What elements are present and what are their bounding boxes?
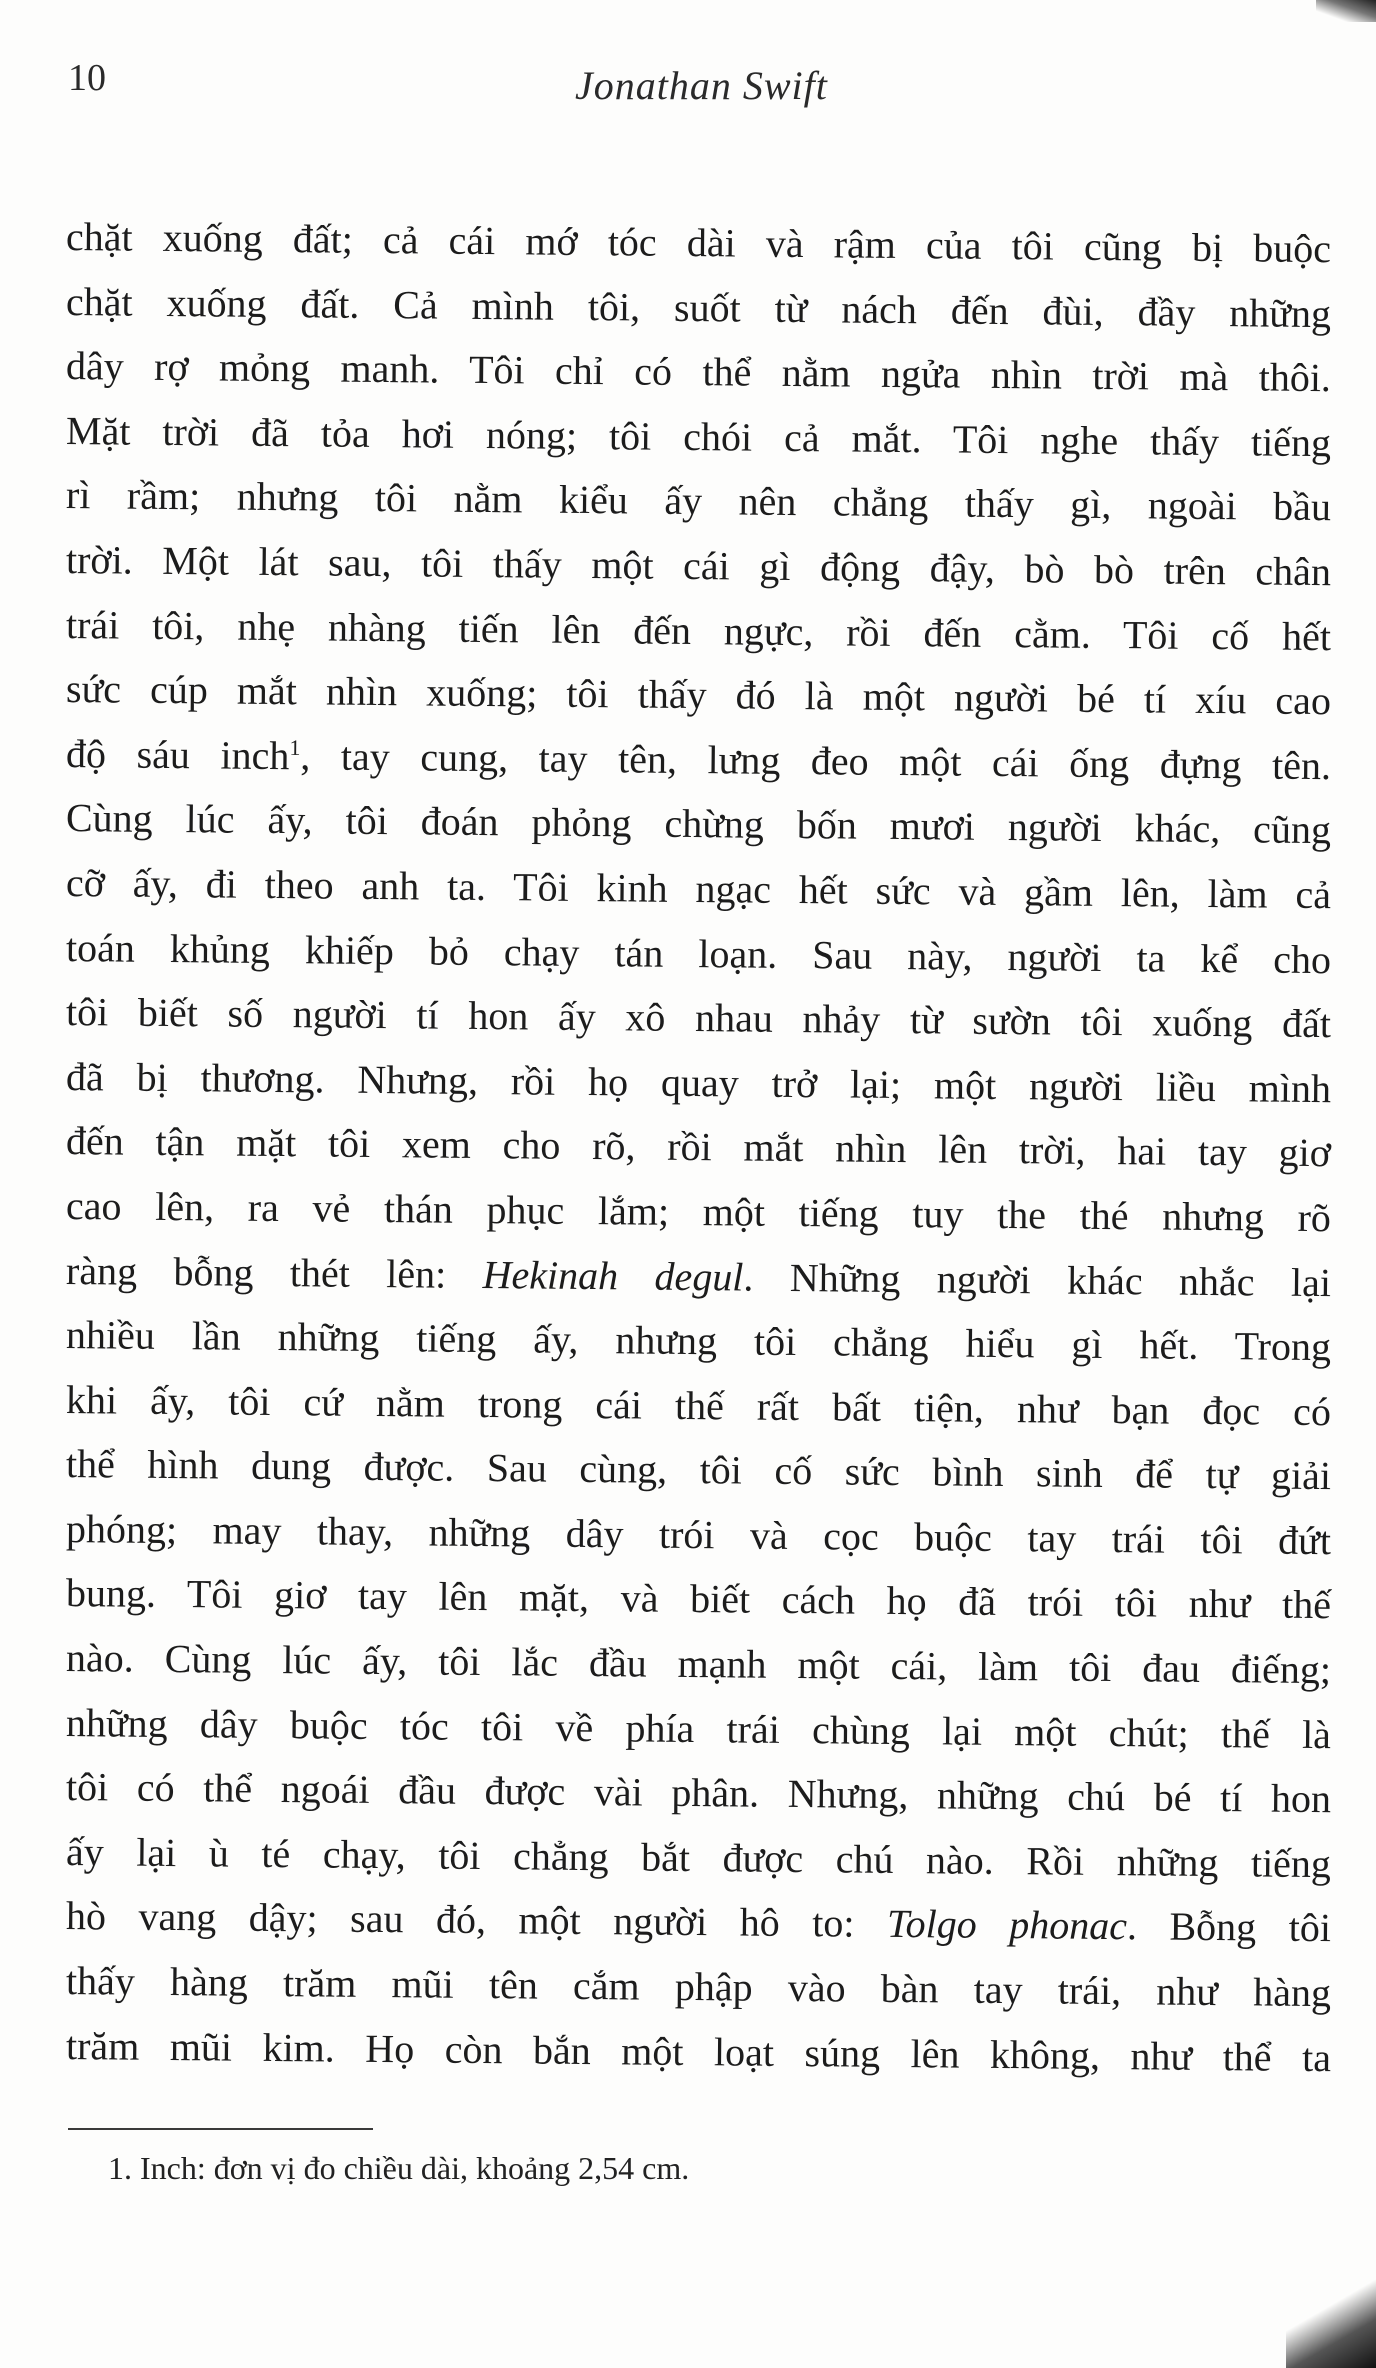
text-line: sức cúp mắt nhìn xuống; tôi thấy đó là một người bé tí xíu cao: [65, 666, 1332, 724]
text-line: trời. Một lát sau, tôi thấy một cái gì động đậy, bò bò trên chân: [65, 536, 1332, 595]
text-segment: . Bỗng tôi: [1126, 1903, 1332, 1951]
text-line: những dây buộc tóc tôi về phía trái chùng lại một chút; thế là: [65, 1699, 1332, 1757]
text-line: tôi biết số người tí hon ấy xô nhau nhảy từ sườn tôi xuống đất: [65, 989, 1332, 1047]
text-segment: hò vang dậy; sau đó, một người hô to:: [65, 1893, 888, 1947]
text-line: thấy hàng trăm mũi tên cắm phập vào bàn tay trái, như hàng: [65, 1958, 1332, 2016]
italic-phrase: Hekinah degul: [482, 1251, 744, 1300]
footnote-marker: 1: [289, 734, 301, 760]
text-line: Mặt trời đã tỏa hơi nóng; tôi chói cả mắt. Tôi nghe thấy tiếng: [65, 407, 1332, 465]
text-line: bung. Tôi giơ tay lên mặt, và biết cách họ đã trói tôi như thế: [65, 1570, 1332, 1628]
text-line: đã bị thương. Nhưng, rồi họ quay trở lại; một người liều mình: [65, 1053, 1332, 1111]
text-segment: độ sáu inch: [65, 730, 290, 778]
text-segment: . Những người khác nhắc lại: [743, 1254, 1332, 1305]
text-line: ấy lại ù té chạy, tôi chẳng bắt được chú nào. Rồi những tiếng: [65, 1828, 1332, 1886]
page-edge-shadow: [1316, 0, 1376, 22]
text-line: thể hình dung được. Sau cùng, tôi cố sức bình sinh để tự giải: [65, 1441, 1332, 1499]
text-line: tôi có thể ngoái đầu được vài phân. Nhưng, những chú bé tí hon: [65, 1764, 1332, 1822]
text-line: cỡ ấy, đi theo anh ta. Tôi kinh ngạc hết sức và gầm lên, làm cả: [65, 859, 1332, 918]
text-line: trăm mũi kim. Họ còn bắn một loạt súng lên không, như thể ta: [65, 2022, 1332, 2080]
text-line: [66, 1884, 1332, 1961]
footnote-divider: [68, 2128, 373, 2130]
text-line: khi ấy, tôi cứ nằm trong cái thế rất bất tiện, như bạn đọc có: [65, 1376, 1332, 1434]
page-edge-shadow: [1286, 2258, 1376, 2368]
text-line: nào. Cùng lúc ấy, tôi lắc đầu mạnh một cái, làm tôi đau điếng;: [65, 1635, 1332, 1693]
text-line: chặt xuống đất; cả cái mớ tóc dài và rậm của tôi cũng bị buộc: [65, 214, 1332, 272]
text-line: cao lên, ra vẻ thán phục lắm; một tiếng tuy the thé nhưng rõ: [65, 1182, 1332, 1241]
running-head: Jonathan Swift: [575, 63, 828, 108]
italic-phrase: Tolgo phonac: [886, 1901, 1128, 1949]
text-line: [66, 1239, 1332, 1316]
text-segment: ràng bỗng thét lên:: [65, 1247, 483, 1297]
text-line: dây rợ mỏng manh. Tôi chỉ có thể nằm ngửa nhìn trời mà thôi.: [65, 343, 1332, 401]
text-segment: , tay cung, tay tên, lưng đeo một cái ống đựng tên.: [300, 733, 1332, 788]
footnote: 1. Inch: đơn vị đo chiều dài, khoảng 2,54 cm.: [108, 2150, 690, 2186]
text-line: phóng; may thay, những dây trói và cọc buộc tay trái tôi đứt: [65, 1505, 1332, 1564]
text-line: Cùng lúc ấy, tôi đoán phỏng chừng bốn mươi người khác, cũng: [65, 795, 1332, 853]
body-text: [66, 205, 1331, 2078]
text-line: đến tận mặt tôi xem cho rõ, rồi mắt nhìn lên trời, hai tay giơ: [65, 1118, 1332, 1176]
text-line: nhiều lần những tiếng ấy, nhưng tôi chẳng hiểu gì hết. Trong: [65, 1312, 1332, 1370]
text-line: trái tôi, nhẹ nhàng tiến lên đến ngực, rồi đến cằm. Tôi cố hết: [65, 601, 1332, 659]
text-line: rì rầm; nhưng tôi nằm kiểu ấy nên chẳng thấy gì, ngoài bầu: [65, 472, 1332, 530]
page-number: 10: [68, 57, 106, 99]
text-line: chặt xuống đất. Cả mình tôi, suốt từ nách đến đùi, đầy những: [65, 278, 1332, 336]
text-line: toán khủng khiếp bỏ chạy tán loạn. Sau này, người ta kể cho: [65, 924, 1332, 982]
